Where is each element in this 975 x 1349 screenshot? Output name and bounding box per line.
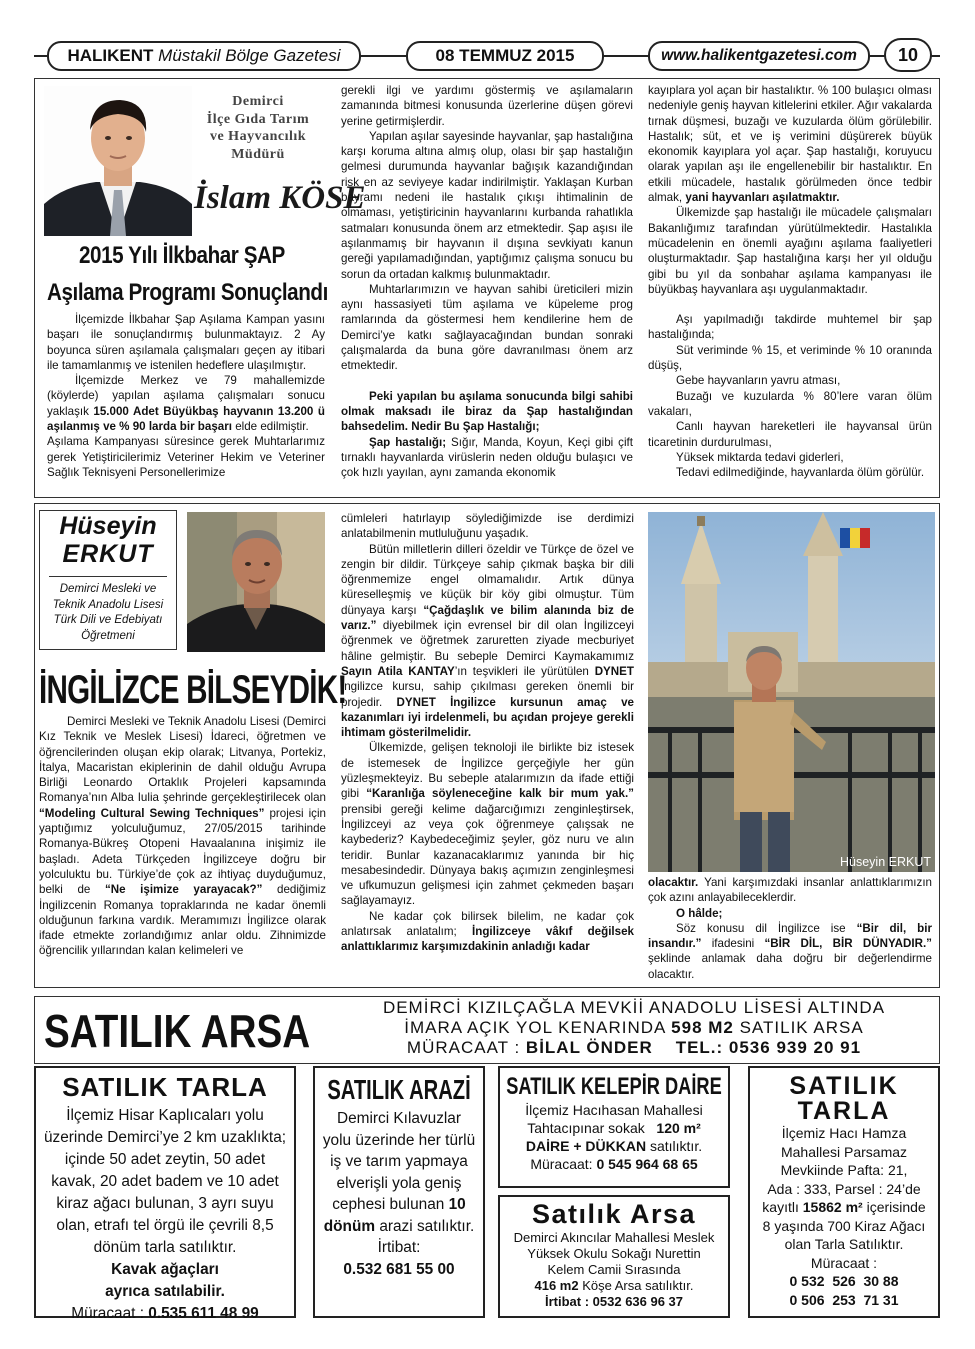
paragraph: gerekli ilgi ve yardımı göstermiş ve aşılamaların zamanında bitmesi konusunda üzerlerine düşen görevi yerine getirmişlerdir. xyxy=(341,84,633,128)
paragraph: Aşı yapılmadığı takdirde muhtemel bir şap hastalığında; xyxy=(648,313,932,342)
date-pill xyxy=(406,41,604,71)
ad-line: İlçemiz Hacıhasan Mahallesi xyxy=(525,1102,703,1118)
article2-column-1 xyxy=(39,714,326,959)
ad-title: SATILIK KELEPİR DAİRE xyxy=(506,1073,722,1100)
paragraph: cümleleri hatırlayıp söylediğimizde ise derdimizi anlatabilmenin mutluluğunu yaşadık. xyxy=(341,512,634,541)
ad-satilik-tarla-2 xyxy=(748,1066,940,1318)
paragraph: Canlı hayvan hareketleri ile hayvansal ürün ticaretinin durdurulması, xyxy=(648,420,932,449)
paper-name: HALIKENT xyxy=(67,46,154,65)
article1-column-2 xyxy=(341,83,633,480)
person-title-line: Müdürü xyxy=(231,146,285,162)
ad-arsa-line-3: MÜRACAAT : BİLAL ÖNDER TEL.: 0536 939 20 91 xyxy=(406,1038,862,1057)
ad-line: 416 m2 Köşe Arsa satılıktır. xyxy=(534,1278,694,1293)
ad-contact: Müracaat : 0.535 611 48 99 xyxy=(71,1305,259,1322)
paragraph: Demirci Mesleki ve Teknik Anadolu Lisesi (Demirci Kız Teknik ve Meslek Lisesi) İdareci, öğretmen ve öğrencilerinden oluşan ekip olarak; Litvanya, Portekiz, İtalya, Macaristan ekiplerinin de dahil olduğu Avrupa Birliği Leonardo Ortaklık Projeleri kapsamında Romanya’nın Alba Iulia şehrinde gerçekleştirilecek olan “Modeling Cultural Sewing Techniques” projesi için yaptığımız yolculuğumuz, 27/05/2015 tarihinde Romanya-Bükreş Otopeni Havaalanına inişimiz ile başladı. Adeta Türkçeden İngilizceye doğru bir yolculuktu bu. Türkiye’de çok az ihtiyaç duyduğumuz, belki de “Ne işimize yarayacak?” dediğimiz İngilizcenin Romanya topraklarında ne kadar önemli olduğunun farkına vardık. Meramımızı İngilizce olarak ifade etmekte zorlandığımız anlar oldu. Zihnimizde öğrencilik yıllarından kalan kelimeleri ve xyxy=(39,715,326,958)
ad-line: Mahallesi Parsamaz xyxy=(780,1143,908,1160)
masthead-pill xyxy=(47,41,361,71)
paragraph: Yapılan aşılar sayesinde hayvanlar, şap hastalığına karşı koruma altına almış olup, olası bir şap hastalığın gelmesi durumunda hayvanlar bağışık kazandığından risk en az seviyeye kadar indirilmiştir. Yaklaşan Kurban bayramı nedeni ile hastalık çıkışı ihtimalinin de olmaması, yetiştiricinin hayvanlarını kurbanda rahatlıkla satmaları konusunda önem arz etmektedir. Şap aşısı ile aşılanmamış bir hayvanın il dışına sevkiyatı kanun gereği yapılamadığından, yaptığımız çalışma sonucu bu sorun da ortadan kalkmış bulunmaktadır. xyxy=(341,129,633,281)
article1-headline-2: Aşılama Programı Sonuçlandı xyxy=(47,279,328,306)
website-pill xyxy=(648,41,870,71)
paragraph: Aşılama Kampanyası süresince gerek Muhtarlarımız gerek Yetiştiricilerimiz Veteriner Hekim ve Veteriner Sağlık Teknisyeni Personellerimize xyxy=(47,435,325,479)
person-title-line: Demirci xyxy=(232,94,284,109)
ad-line: olan Tarla Satılıktır. xyxy=(784,1236,904,1252)
paragraph: kayıplara yol açan bir hastalıktır. % 100 bulaşıcı olması nedeniyle geniş hayvan kitlelerini etkiler. Ağır vakalarda tırnak düşmesi, buzağı ve kuzularda ölüm görülebilir. Hastalık; süt, et ve iş verimini düşürerek büyük ekonomik kayıplara yol açar. Şap hastalığı, koruyucu olarak yapılan aşı ile engellenebilir bir hastalıktır. En etkili mücadele, hastalık görülmeden önce tedbir almak, yani hayvanları aşılatmaktır. xyxy=(648,84,932,205)
ad-line: Tahtacıpınar sokak 120 m² xyxy=(527,1120,701,1136)
article2-headline: İNGİLİZCE BİLSEYDİK! xyxy=(39,668,347,712)
article1-headline-1: 2015 Yılı İlkbahar ŞAP xyxy=(79,242,285,269)
person-title-block xyxy=(196,93,320,163)
paragraph: Tedavi edilmediğinde, hayvanlarda ölüm görülür. xyxy=(676,466,925,480)
ad-bold: Kavak ağaçları xyxy=(111,1261,219,1278)
author-first-name: Hüseyin xyxy=(59,512,157,540)
ad-line: Demirci Akıncılar Mahallesi Meslek xyxy=(513,1230,715,1245)
paragraph: Yüksek miktarda tedavi giderleri, xyxy=(676,450,844,464)
paragraph: Söz konusu dil İngilizce ise “Bir dil, bir insandır.” ifadesini “BİR DİL, BİR DÜNYADIR.” şeklinde anlamak daha doğru bir değerlendirme olacaktır. xyxy=(648,921,932,981)
website-link[interactable]: www.halikentgazetesi.com xyxy=(661,47,857,64)
ad-line: Mevkiinde Pafta: 21, xyxy=(780,1162,908,1178)
portrait-huseyin-erkut xyxy=(187,512,325,652)
ad-title: SATILIK TARLA xyxy=(789,1072,899,1125)
ad-line: İlçemiz Hacı Hamza xyxy=(781,1125,907,1141)
ad-phone: 0 506 253 71 31 xyxy=(789,1291,899,1308)
paragraph: Ülkemizde, gelişen teknoloji ile birlikte biz istesek de istemesek de İngilizce gerçeğiyle her gün yüzleşmekteyiz. Bu sebeple atalarımızın da ifade ettiği gibi “Karanlığa söyleneceğine kalk bir mum yak.” prensibi gereği kelime dağarcığımızı zenginleştirsek, İngilizceyi az veya çok öğrenmeye çalışsak ne kaybederiz? Kaybedeceğimiz şeyler, göz nuru ve alın teridir. Bunlar kazanacaklarımız yanında bir hiç mesabesindedir. Dünyaya bakış açımızın zenginleşmesi ve ufkumuzun gelişmesi için zahmet çekmeden başarı sağlayamayız. xyxy=(341,741,634,908)
paragraph: Buzağı ve kuzularda % 80’lere varan ölüm vakaları, xyxy=(648,389,932,418)
photo-alba-iulia xyxy=(648,512,935,872)
author-rule xyxy=(49,576,167,577)
paragraph: Şap hastalığı; Sığır, Manda, Koyun, Keçi gibi çift tırnaklı hayvanlarda virüslerin neden olduğu bulaşıcı ve çok hızlı yayılan, aynı zamanda ekonomik xyxy=(341,435,633,480)
ad-arsa-line-2: İMARA AÇIK YOL KENARINDA 598 M2 SATILIK ARSA xyxy=(404,1018,864,1037)
ad-line: kayıtlı 15862 m² içerisinde xyxy=(762,1199,926,1215)
portrait-islam-kose xyxy=(44,86,192,236)
ad-title: SATILIK TARLA xyxy=(62,1072,268,1102)
article2-column-2 xyxy=(341,511,634,955)
article1-column-3 xyxy=(648,83,932,480)
issue-date: 08 TEMMUZ 2015 xyxy=(435,46,575,65)
ad-title: SATILIK ARAZİ xyxy=(327,1074,471,1105)
page-number: 10 xyxy=(897,44,919,65)
ad-title: Satılık Arsa xyxy=(531,1199,697,1229)
ad-contact-label: İrtibat: xyxy=(377,1239,421,1256)
ad-contact-label: Müracaat : xyxy=(810,1254,878,1271)
person-title-line: ve Hayvancılık xyxy=(209,129,307,144)
ad-satilik-daire xyxy=(498,1066,730,1188)
author-role: Demirci Mesleki ve Teknik Anadolu Lisesi Türk Dili ve Edebiyatı Öğretmeni xyxy=(52,583,164,642)
ad-contact: 0.532 681 55 00 xyxy=(343,1261,455,1278)
paragraph: Ne kadar çok bilirsek bilelim, ne kadar çok anlatırsak anlatalım; İngilizceye vâkıf değilsek anlattıklarımız karşımızdakinin anladığı kadar xyxy=(341,909,634,954)
paragraph: Muhtarlarımızın ve hayvan sahibi üreticileri mizin aynı hassasiyeti tüm aşılama ve küpeleme prog ramlarında da göstermesi hem kendilerine hem de Demirci’ye katkı sağlayacağından bundan sonraki çalışmalarda da buna göre davranılması önem arz etmektedir. xyxy=(341,282,633,373)
paragraph: İlçemizde Merkez ve 79 mahallemizde (köylerde) yapılan aşılama çalışmaları sonucu yaklaşık 15.000 Adet Büyükbaş hayvanın 13.200 ü aşılanmış ve % 90 larda bir başarı elde edilmiştir. xyxy=(47,374,325,434)
page-number-pill xyxy=(884,38,932,72)
paragraph: Süt veriminde % 15, et veriminde % 10 oranında düşüş, xyxy=(648,343,932,373)
ad-satilik-arsa-small xyxy=(498,1195,730,1318)
author-last-name: ERKUT xyxy=(62,540,154,568)
paragraph: Bütün milletlerin dilleri özeldir ve Türkçe de özel ve zengin bir dildir. Türkçeye sahip çıkmak başka bir dili öğrenmemize engel olmamalıdır. Artık dünya küreselleşmiş ve küçük bir köy gibi olmuştur. Tüm dünyaya karşı “Çağdaşlık ve bilim alanında biz de varız.” diyebilmek için evrensel bir dil olan İngilizceyi öğrenmek ve öğretmek zaruretten ziyade mecburiyet hâline gelmiştir. Bu sebeple Demirci Kaymakamımız Sayın Atila KANTAY’ın teşvikleri ile yürütülen DYNET İngilizce kursu, sahip çıkılması gereken önemli bir projedir. DYNET İngilizce kursunun amaç ve kazanımları iyi irdelenmeli, bu açıdan projeye gerekli ihtimam gösterilmelidir. xyxy=(341,542,634,740)
ad-contact: Müracaat: 0 545 964 68 65 xyxy=(530,1156,698,1172)
ad-satilik-arazi xyxy=(313,1066,485,1318)
ad-bold: ayrıca satılabilir. xyxy=(105,1283,225,1300)
person-name: İslam KÖSE xyxy=(194,180,366,216)
ad-line: DAİRE + DÜKKAN satılıktır. xyxy=(525,1138,703,1154)
ad-line: Yüksek Okulu Sokağı Nurettin xyxy=(527,1246,701,1261)
article1-column-1 xyxy=(47,312,325,480)
article2-column-3 xyxy=(648,875,932,982)
paragraph: Gebe hayvanların yavru atması, xyxy=(676,374,841,388)
ad-arsa-title: SATILIK ARSA xyxy=(44,1005,311,1057)
paragraph: Peki yapılan bu aşılama sonucunda bilgi sahibi olmak maksadı ile biraz da Şap hastalığından bahsedelim. Nedir Bu Şap Hastalığı; xyxy=(341,389,633,434)
ad-line: 8 yaşında 700 Kiraz Ağacı xyxy=(762,1217,926,1234)
photo-caption: Hüseyin ERKUT xyxy=(840,855,931,869)
person-title-line: İlçe Gıda Tarım xyxy=(206,111,310,127)
ad-body: İlçemiz Hisar Kaplıcaları yolu üzerinde Demirci’ye 2 km uzaklıkta; içinde 50 adet zeytin, 50 adet kavak, 20 adet badem ve 10 adet kiraz ağacı bulunan, 3 ayrı suyu olan, etrafı tel örgü ile çevrili 8,5 dönüm tarla satılıktır. xyxy=(43,1107,287,1256)
ad-line: Kelem Camii Sırasında xyxy=(547,1262,681,1277)
paper-subtitle: Müstakil Bölge Gazetesi xyxy=(158,46,341,65)
ad-satilik-tarla-1 xyxy=(34,1066,296,1322)
ad-line: Ada : 333, Parsel : 24’de xyxy=(767,1180,921,1197)
paragraph: İlçemizde İlkbahar Şap Aşılama Kampan yasını başarı ile sonuçlandırmış bulunmaktayız. 2 Ay boyunca süren aşılamala çalışmaları geçen ay itibari ile tamamlanmış ve istenilen hedeflere ulaşılmıştır. xyxy=(47,313,325,372)
ad-arsa-line-1: DEMİRCİ KIZILÇAĞLA MEVKİİ ANADOLU LİSESİ ALTINDA xyxy=(382,998,886,1017)
ad-body: Demirci Kılavuzlar yolu üzerinde her türlü iş ve tarım yapmaya elverişli yola geniş cephesi bulunan 10 dönüm arazi satılıktır. xyxy=(322,1110,476,1235)
paragraph: O hâlde; xyxy=(676,906,723,920)
ad-contact: İrtibat : 0532 636 96 37 xyxy=(544,1294,684,1309)
paragraph: olacaktır. Yani karşımızdaki insanlar anlattıklarımızın çok azını anlayabileceklerdir. xyxy=(648,876,932,905)
paragraph: Ülkemizde şap hastalığı ile mücadele çalışmaları Bakanlığımız tarafından yürütülmektedir. Hastalıkla mücadelenin en önemli ayağını aşılama faaliyetleri oluşturmaktadır. Şap hastalığına karşı her yıl olduğu gibi bu yıl da sonbahar aşılama kampanyası ile büyükbaş hayvanlara aşı uygulanmaktadır. xyxy=(648,206,932,296)
ad-phone: 0 532 526 30 88 xyxy=(789,1273,899,1289)
